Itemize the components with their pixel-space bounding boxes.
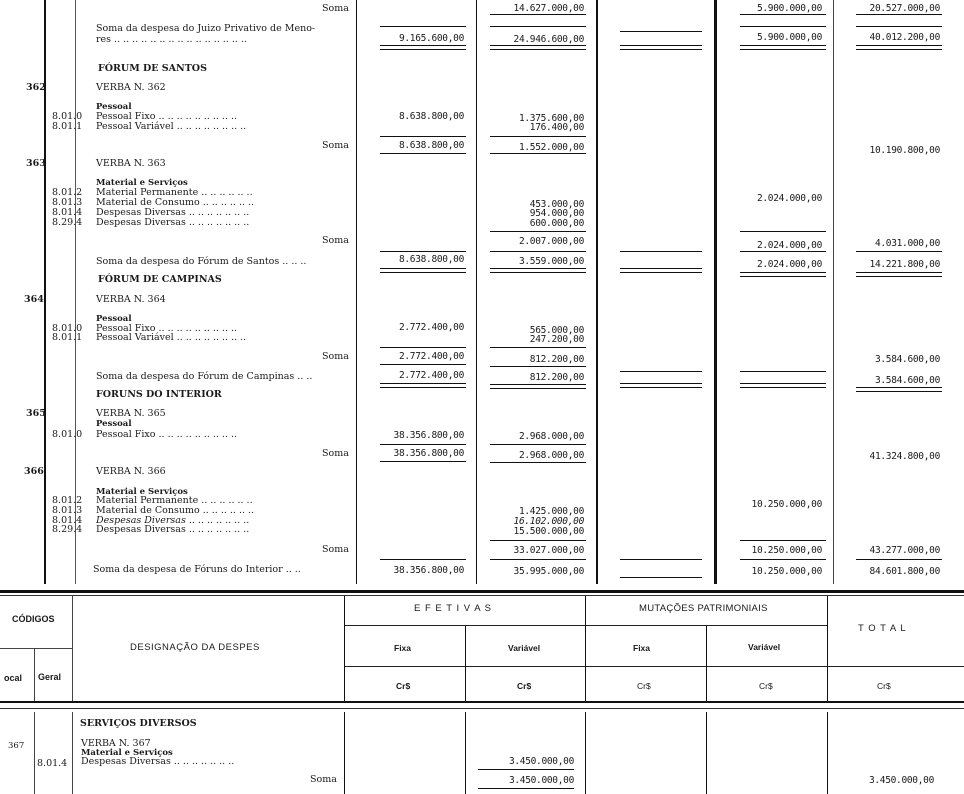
geral-heading: Geral: [38, 672, 62, 682]
despesa-label: Soma da despesa do Fórum de Campinas .. ..: [96, 371, 313, 382]
despesa-label: Soma da despesa de Fóruns do Interior .. ..: [93, 564, 301, 575]
underline: [740, 231, 826, 232]
variavel-value: 14.627.000,00: [513, 3, 584, 14]
item-label: Material Permanente .. .. .. .. .. ..: [96, 495, 253, 506]
dash: [620, 31, 702, 32]
double-underline: [620, 383, 702, 388]
column-rule: [714, 0, 717, 584]
column-rule: [465, 712, 466, 794]
underline: [856, 14, 942, 15]
fixa-value: 2.772.400,00: [398, 370, 464, 381]
item-label: Despesas Diversas .. .. .. .. .. .. ..: [96, 524, 250, 535]
underline: [490, 231, 586, 232]
item-label: Despesas Diversas .. .. .. .. .. .. ..: [96, 515, 250, 526]
variavel-value: 954.000,00: [529, 208, 584, 219]
double-underline: [856, 45, 942, 50]
underline: [380, 559, 466, 560]
header-column-rule: [34, 648, 35, 701]
double-underline: [620, 45, 702, 50]
soma-label: Soma: [322, 3, 349, 14]
despesa-label: Soma da despesa do Fórum de Santos .. .. ..: [96, 256, 307, 267]
verba-code: 366: [24, 466, 44, 477]
soma-label: Soma: [322, 448, 349, 459]
variavel-value: 1.375.600,00: [518, 113, 584, 124]
verba-label: VERBA N. 365: [96, 408, 166, 419]
variavel-value: 453.000,00: [529, 199, 584, 210]
double-underline: [856, 272, 942, 277]
local-code: 8.01.0: [52, 429, 83, 440]
underline: [856, 559, 942, 560]
underline: [490, 462, 586, 463]
fixa-value: 38.356.800,00: [393, 565, 464, 576]
fixa-heading: Fixa: [394, 643, 412, 653]
mvariavel-value: 5.900.000,00: [756, 3, 822, 14]
header-rule: [0, 648, 72, 649]
underline: [490, 347, 586, 348]
total-value: 14.221.800,00: [869, 259, 940, 270]
header-column-rule: [72, 596, 73, 701]
variavel-value: 812.200,00: [529, 372, 584, 383]
soma-label: Soma: [310, 774, 337, 785]
variavel-value: 35.995.000,00: [513, 566, 584, 577]
verba-code: 367: [8, 741, 25, 751]
double-underline: [856, 387, 942, 392]
verba-code: 363: [26, 158, 46, 169]
local-code: 8.01.2: [52, 187, 83, 198]
total-value: 3.450.000,00: [868, 775, 934, 786]
underline: [380, 26, 466, 27]
local-code: 8.01.4: [37, 758, 68, 769]
local-code: 8.01.3: [52, 505, 83, 516]
mvariavel-value: 5.900.000,00: [756, 32, 822, 43]
variavel-value: 812.200,00: [529, 354, 584, 365]
double-underline: [740, 383, 826, 388]
juizo-label-1: Soma da despesa do Juizo Privativo de Meno-: [96, 23, 316, 34]
item-label: Pessoal Fixo .. .. .. .. .. .. .. .. ..: [96, 323, 238, 334]
mvariavel-heading: Variável: [748, 642, 781, 652]
total-value: 4.031.000,00: [874, 238, 940, 249]
column-rule: [476, 0, 477, 584]
local-code: 8.29.4: [52, 217, 83, 228]
fixa-value: 2.772.400,00: [398, 322, 464, 333]
underline: [620, 577, 702, 578]
total-value: 40.012.200,00: [869, 32, 940, 43]
header-rule: [0, 595, 964, 596]
currency-heading: Cr$: [759, 681, 773, 691]
item-label: Pessoal Fixo .. .. .. .. .. .. .. .. ..: [96, 111, 238, 122]
column-rule: [827, 712, 828, 794]
item-label: Pessoal Variável .. .. .. .. .. .. .. ..: [96, 332, 247, 343]
double-underline: [380, 268, 466, 273]
verba-label: VERBA N. 363: [96, 158, 166, 169]
underline: [620, 559, 702, 560]
variavel-value: 2.968.000,00: [518, 431, 584, 442]
currency-heading: Cr$: [877, 681, 891, 691]
mvariavel-value: 10.250.000,00: [751, 566, 822, 577]
group-label: Pessoal: [96, 419, 132, 429]
header-column-rule: [465, 625, 466, 701]
underline: [490, 540, 586, 541]
item-label: Despesas Diversas .. .. .. .. .. .. ..: [81, 756, 235, 767]
variavel-value: 3.559.000,00: [518, 256, 584, 267]
variavel-value: 33.027.000,00: [513, 545, 584, 556]
underline: [490, 153, 586, 154]
local-code: 8.01.1: [52, 332, 83, 343]
underline: [490, 444, 586, 445]
variavel-value: 2.007.000,00: [518, 236, 584, 247]
underline: [490, 14, 586, 15]
double-underline: [380, 383, 466, 388]
underline: [740, 540, 826, 541]
underline: [490, 136, 586, 137]
designacao-heading: DESIGNAÇÃO DA DESPES: [130, 642, 260, 653]
item-label: Material de Consumo .. .. .. .. .. ..: [96, 505, 255, 516]
total-value: 41.324.800,00: [869, 451, 940, 462]
double-underline: [490, 45, 586, 50]
mutacoes-heading: MUTAÇÕES PATRIMONIAIS: [639, 603, 768, 614]
local-heading: ocal: [4, 673, 23, 683]
group-label: Material e Serviços: [96, 487, 188, 497]
section-title: FÓRUM DE SANTOS: [98, 63, 207, 74]
mfixa-heading: Fixa: [633, 643, 651, 653]
underline: [478, 788, 574, 789]
header-rule: [0, 708, 964, 709]
mvariavel-value: 2.024.000,00: [756, 193, 822, 204]
verba-code: 365: [26, 408, 46, 419]
fixa-value: 8.638.800,00: [398, 111, 464, 122]
currency-heading: Cr$: [396, 681, 411, 691]
verba-label: VERBA N. 364: [96, 294, 166, 305]
variavel-value: 16.102.000,00: [513, 516, 584, 527]
underline: [380, 461, 466, 462]
fixa-value: 2.772.400,00: [398, 351, 464, 362]
underline: [490, 366, 586, 367]
dash: [620, 371, 702, 372]
variavel-value: 565.000,00: [529, 325, 584, 336]
column-rule: [72, 712, 73, 794]
soma-label: Soma: [322, 544, 349, 555]
item-label: Pessoal Variável .. .. .. .. .. .. .. ..: [96, 121, 247, 132]
total-value: 3.584.600,00: [874, 375, 940, 386]
item-label: Despesas Diversas .. .. .. .. .. .. ..: [96, 217, 250, 228]
codigos-heading: CÓDIGOS: [12, 614, 55, 624]
underline: [478, 769, 574, 770]
total-heading: T O T A L: [858, 623, 907, 634]
header-column-rule: [827, 596, 828, 701]
currency-heading: Cr$: [517, 681, 532, 691]
variavel-value: 2.968.000,00: [518, 450, 584, 461]
column-rule: [833, 0, 834, 584]
variavel-value: 176.400,00: [529, 122, 584, 133]
dash: [740, 371, 826, 372]
local-code: 8.01.1: [52, 121, 83, 132]
local-code: 8.01.2: [52, 495, 83, 506]
column-rule: [344, 712, 345, 794]
total-value: 20.527.000,00: [869, 3, 940, 14]
double-underline: [380, 45, 466, 50]
local-code: 8.01.4: [52, 207, 83, 218]
double-underline: [620, 268, 702, 273]
underline: [380, 251, 466, 252]
underline: [740, 559, 826, 560]
local-code: 8.01.0: [52, 111, 83, 122]
underline: [740, 14, 826, 15]
efetivas-heading: E F E T I V A S: [414, 603, 493, 614]
variavel-heading: Variável: [508, 643, 541, 653]
item-label: Material de Consumo .. .. .. .. .. ..: [96, 197, 255, 208]
item-label: Pessoal Fixo .. .. .. .. .. .. .. .. ..: [96, 429, 238, 440]
verba-code: 364: [24, 294, 44, 305]
column-rule: [356, 0, 357, 584]
local-code: 8.01.0: [52, 323, 83, 334]
header-rule: [0, 701, 964, 703]
underline: [490, 559, 586, 560]
variavel-value: 1.425.000,00: [518, 506, 584, 517]
section-title: SERVIÇOS DIVERSOS: [80, 718, 197, 729]
variavel-value: 3.450.000,00: [508, 756, 574, 767]
underline: [856, 251, 942, 252]
fixa-value: 8.638.800,00: [398, 140, 464, 151]
group-label: Pessoal: [96, 314, 132, 324]
double-underline: [490, 268, 586, 273]
column-rule: [585, 712, 586, 794]
mvariavel-value: 10.250.000,00: [751, 545, 822, 556]
header-column-rule: [344, 596, 345, 701]
soma-label: Soma: [322, 351, 349, 362]
total-value: 84.601.800,00: [869, 566, 940, 577]
mvariavel-value: 2.024.000,00: [756, 259, 822, 270]
column-rule: [596, 0, 598, 584]
variavel-value: 24.946.600,00: [513, 34, 584, 45]
double-underline: [490, 384, 586, 389]
mvariavel-value: 2.024.000,00: [756, 240, 822, 251]
variavel-value: 247.200,00: [529, 334, 584, 345]
soma-label: Soma: [322, 140, 349, 151]
section-title: FÓRUM DE CAMPINAS: [98, 274, 222, 285]
header-rule: [0, 590, 964, 593]
group-label: Pessoal: [96, 102, 132, 112]
total-value: 3.584.600,00: [874, 354, 940, 365]
verba-label: VERBA N. 362: [96, 82, 166, 93]
column-rule: [34, 712, 35, 794]
variavel-value: 600.000,00: [529, 218, 584, 229]
underline: [740, 26, 826, 27]
total-value: 43.277.000,00: [869, 545, 940, 556]
column-rule: [706, 712, 707, 794]
header-rule: [345, 666, 964, 667]
verba-label: VERBA N. 367: [81, 738, 151, 749]
underline: [740, 251, 826, 252]
underline: [380, 136, 466, 137]
verba-code: 362: [26, 82, 46, 93]
variavel-value: 1.552.000,00: [518, 142, 584, 153]
underline: [856, 26, 942, 27]
variavel-value: 15.500.000,00: [513, 526, 584, 537]
header-column-rule: [706, 625, 707, 701]
verba-label: VERBA N. 366: [96, 466, 166, 477]
header-column-rule: [585, 596, 586, 701]
section-title: FORUNS DO INTERIOR: [96, 389, 222, 400]
underline: [380, 364, 466, 365]
underline: [380, 444, 466, 445]
double-underline: [740, 45, 826, 50]
underline: [620, 251, 702, 252]
local-code: 8.01.3: [52, 197, 83, 208]
underline: [490, 26, 586, 27]
fixa-value: 38.356.800,00: [393, 448, 464, 459]
group-label: Material e Serviços: [96, 178, 188, 188]
local-code: 8.01.4: [52, 515, 83, 526]
item-label: Material Permanente .. .. .. .. .. ..: [96, 187, 253, 198]
item-label: Despesas Diversas .. .. .. .. .. .. ..: [96, 207, 250, 218]
group-label: Material e Serviços: [81, 748, 173, 758]
header-rule: [345, 625, 827, 626]
currency-heading: Cr$: [637, 681, 651, 691]
underline: [380, 347, 466, 348]
local-code: 8.29.4: [52, 524, 83, 535]
fixa-value: 8.638.800,00: [398, 254, 464, 265]
total-value: 10.190.800,00: [869, 145, 940, 156]
fixa-value: 38.356.800,00: [393, 430, 464, 441]
underline: [380, 153, 466, 154]
mvariavel-value: 10.250.000,00: [751, 499, 822, 510]
soma-label: Soma: [322, 235, 349, 246]
juizo-label-2: res .. .. .. .. .. .. .. .. .. .. .. .. .. .. ..: [96, 34, 247, 45]
double-underline: [740, 272, 826, 277]
fixa-value: 9.165.600,00: [398, 33, 464, 44]
underline: [490, 251, 586, 252]
variavel-value: 3.450.000,00: [508, 775, 574, 786]
